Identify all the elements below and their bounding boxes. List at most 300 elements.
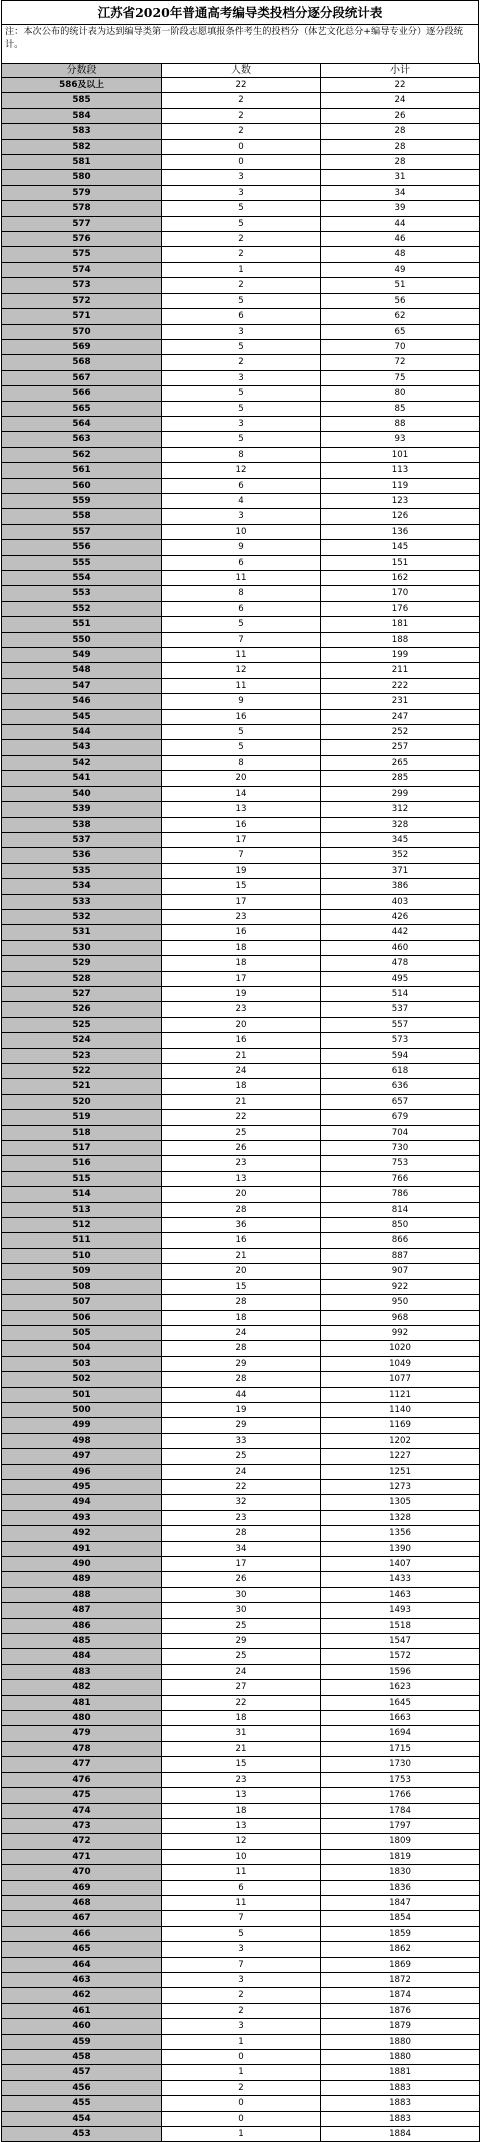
subtotal-cell: 1880 [321, 2034, 480, 2049]
score-cell: 534 [2, 879, 162, 894]
count-cell: 17 [162, 971, 321, 986]
count-cell: 18 [162, 1803, 321, 1818]
count-cell: 4 [162, 493, 321, 508]
subtotal-cell: 386 [321, 879, 480, 894]
count-cell: 0 [162, 155, 321, 170]
subtotal-cell: 252 [321, 725, 480, 740]
subtotal-cell: 1547 [321, 1634, 480, 1649]
count-cell: 13 [162, 1788, 321, 1803]
count-cell: 16 [162, 1233, 321, 1248]
table-row [2, 1418, 480, 1433]
subtotal-cell: 328 [321, 817, 480, 832]
count-cell: 22 [162, 1695, 321, 1710]
score-cell: 529 [2, 956, 162, 971]
subtotal-cell: 211 [321, 663, 480, 678]
score-cell: 530 [2, 940, 162, 955]
count-cell: 5 [162, 401, 321, 416]
table-row [2, 1202, 480, 1217]
count-cell: 20 [162, 771, 321, 786]
table-row [2, 632, 480, 647]
subtotal-cell: 730 [321, 1141, 480, 1156]
subtotal-cell: 181 [321, 617, 480, 632]
subtotal-cell: 1623 [321, 1680, 480, 1695]
count-cell: 32 [162, 1495, 321, 1510]
score-cell: 461 [2, 2003, 162, 2018]
count-cell: 6 [162, 1880, 321, 1895]
count-cell: 2 [162, 93, 321, 108]
count-cell: 25 [162, 1125, 321, 1140]
subtotal-cell: 170 [321, 586, 480, 601]
subtotal-cell: 922 [321, 1279, 480, 1294]
score-cell: 474 [2, 1803, 162, 1818]
count-cell: 2 [162, 108, 321, 123]
subtotal-cell: 478 [321, 956, 480, 971]
subtotal-cell: 1202 [321, 1433, 480, 1448]
table-row [2, 1603, 480, 1618]
score-cell: 462 [2, 1988, 162, 2003]
score-cell: 533 [2, 894, 162, 909]
table-row [2, 139, 480, 154]
score-cell: 575 [2, 247, 162, 262]
table-row [2, 1264, 480, 1279]
table-row [2, 894, 480, 909]
subtotal-cell: 265 [321, 755, 480, 770]
score-cell: 549 [2, 648, 162, 663]
table-row [2, 986, 480, 1001]
table-row [2, 725, 480, 740]
count-cell: 29 [162, 1418, 321, 1433]
count-cell: 7 [162, 632, 321, 647]
score-cell: 483 [2, 1664, 162, 1679]
table-row [2, 1110, 480, 1125]
score-cell: 546 [2, 694, 162, 709]
count-cell: 28 [162, 1526, 321, 1541]
score-cell: 558 [2, 509, 162, 524]
table-row [2, 1649, 480, 1664]
table-row [2, 447, 480, 462]
score-cell: 492 [2, 1526, 162, 1541]
table-row [2, 540, 480, 555]
score-cell: 552 [2, 601, 162, 616]
score-cell: 559 [2, 493, 162, 508]
count-cell: 23 [162, 1772, 321, 1787]
table-row [2, 1711, 480, 1726]
subtotal-cell: 56 [321, 293, 480, 308]
count-cell: 2 [162, 232, 321, 247]
subtotal-cell: 636 [321, 1079, 480, 1094]
score-cell: 579 [2, 185, 162, 200]
subtotal-cell: 968 [321, 1310, 480, 1325]
subtotal-cell: 1883 [321, 2096, 480, 2111]
score-cell: 466 [2, 1926, 162, 1941]
table-row [2, 1849, 480, 1864]
score-cell: 508 [2, 1279, 162, 1294]
table-row [2, 755, 480, 770]
subtotal-cell: 176 [321, 601, 480, 616]
subtotal-cell: 992 [321, 1325, 480, 1340]
subtotal-cell: 1356 [321, 1526, 480, 1541]
subtotal-cell: 1883 [321, 2080, 480, 2095]
score-cell: 480 [2, 1711, 162, 1726]
table-row [2, 848, 480, 863]
table-row [2, 278, 480, 293]
subtotal-cell: 145 [321, 540, 480, 555]
count-cell: 12 [162, 463, 321, 478]
header-row [2, 64, 480, 78]
table-row [2, 309, 480, 324]
score-cell: 494 [2, 1495, 162, 1510]
count-cell: 2 [162, 124, 321, 139]
subtotal-cell: 101 [321, 447, 480, 462]
subtotal-cell: 345 [321, 832, 480, 847]
count-cell: 2 [162, 2080, 321, 2095]
score-cell: 537 [2, 832, 162, 847]
table-row [2, 1341, 480, 1356]
subtotal-cell: 48 [321, 247, 480, 262]
subtotal-cell: 188 [321, 632, 480, 647]
table-row [2, 1772, 480, 1787]
score-cell: 540 [2, 786, 162, 801]
subtotal-cell: 31 [321, 170, 480, 185]
subtotal-cell: 1730 [321, 1757, 480, 1772]
subtotal-cell: 950 [321, 1295, 480, 1310]
table-row [2, 1064, 480, 1079]
subtotal-cell: 136 [321, 524, 480, 539]
score-cell: 506 [2, 1310, 162, 1325]
score-cell: 571 [2, 309, 162, 324]
subtotal-cell: 34 [321, 185, 480, 200]
table-row [2, 1526, 480, 1541]
table-row [2, 925, 480, 940]
table-row [2, 1295, 480, 1310]
table-row [2, 1449, 480, 1464]
table-row [2, 678, 480, 693]
count-cell: 44 [162, 1387, 321, 1402]
table-row [2, 524, 480, 539]
score-cell: 521 [2, 1079, 162, 1094]
score-cell: 542 [2, 755, 162, 770]
score-cell: 495 [2, 1479, 162, 1494]
subtotal-cell: 85 [321, 401, 480, 416]
subtotal-cell: 247 [321, 709, 480, 724]
subtotal-cell: 657 [321, 1094, 480, 1109]
score-cell: 585 [2, 93, 162, 108]
table-row [2, 1187, 480, 1202]
score-cell: 481 [2, 1695, 162, 1710]
score-cell: 498 [2, 1433, 162, 1448]
count-cell: 1 [162, 262, 321, 277]
table-row [2, 2080, 480, 2095]
score-cell: 562 [2, 447, 162, 462]
score-cell: 543 [2, 740, 162, 755]
score-cell: 570 [2, 324, 162, 339]
count-cell: 21 [162, 1248, 321, 1263]
score-cell: 538 [2, 817, 162, 832]
table-row [2, 1788, 480, 1803]
count-cell: 11 [162, 648, 321, 663]
count-cell: 13 [162, 802, 321, 817]
score-cell: 564 [2, 416, 162, 431]
count-cell: 18 [162, 940, 321, 955]
subtotal-cell: 51 [321, 278, 480, 293]
subtotal-cell: 222 [321, 678, 480, 693]
count-cell: 8 [162, 447, 321, 462]
score-cell: 569 [2, 339, 162, 354]
score-cell: 479 [2, 1726, 162, 1741]
table-body [2, 78, 480, 2142]
score-cell: 484 [2, 1649, 162, 1664]
subtotal-cell: 1874 [321, 1988, 480, 2003]
count-cell: 28 [162, 1202, 321, 1217]
score-cell: 568 [2, 355, 162, 370]
table-row [2, 1664, 480, 1679]
score-cell: 485 [2, 1634, 162, 1649]
subtotal-cell: 679 [321, 1110, 480, 1125]
count-cell: 5 [162, 1926, 321, 1941]
table-row [2, 509, 480, 524]
subtotal-cell: 1809 [321, 1834, 480, 1849]
subtotal-cell: 1854 [321, 1911, 480, 1926]
count-cell: 24 [162, 1325, 321, 1340]
subtotal-cell: 299 [321, 786, 480, 801]
count-cell: 17 [162, 894, 321, 909]
subtotal-cell: 26 [321, 108, 480, 123]
table-row [2, 771, 480, 786]
count-cell: 6 [162, 478, 321, 493]
count-cell: 3 [162, 185, 321, 200]
score-cell: 477 [2, 1757, 162, 1772]
subtotal-cell: 1305 [321, 1495, 480, 1510]
subtotal-cell: 371 [321, 863, 480, 878]
table-row [2, 1156, 480, 1171]
count-cell: 11 [162, 678, 321, 693]
score-cell: 468 [2, 1895, 162, 1910]
table-row [2, 1510, 480, 1525]
subtotal-cell: 1847 [321, 1895, 480, 1910]
count-cell: 22 [162, 78, 321, 93]
table-row [2, 185, 480, 200]
table-row [2, 1618, 480, 1633]
subtotal-cell: 1876 [321, 2003, 480, 2018]
score-cell: 459 [2, 2034, 162, 2049]
subtotal-cell: 1518 [321, 1618, 480, 1633]
table-row [2, 740, 480, 755]
count-cell: 16 [162, 709, 321, 724]
subtotal-cell: 1880 [321, 2050, 480, 2065]
subtotal-cell: 907 [321, 1264, 480, 1279]
table-row [2, 493, 480, 508]
count-cell: 28 [162, 1372, 321, 1387]
table-row [2, 694, 480, 709]
count-cell: 19 [162, 863, 321, 878]
table-row [2, 1248, 480, 1263]
count-cell: 13 [162, 1818, 321, 1833]
subtotal-cell: 1872 [321, 1972, 480, 1987]
count-cell: 0 [162, 2111, 321, 2126]
score-cell: 487 [2, 1603, 162, 1618]
table-row [2, 2111, 480, 2126]
score-cell: 457 [2, 2065, 162, 2080]
table-row [2, 1495, 480, 1510]
subtotal-cell: 850 [321, 1218, 480, 1233]
subtotal-cell: 1859 [321, 1926, 480, 1941]
count-cell: 5 [162, 293, 321, 308]
score-cell: 536 [2, 848, 162, 863]
table-row [2, 124, 480, 139]
header-count: 人数 [162, 64, 321, 78]
score-distribution-sheet [1, 0, 479, 2142]
score-cell: 503 [2, 1356, 162, 1371]
subtotal-cell: 1572 [321, 1649, 480, 1664]
table-row [2, 648, 480, 663]
score-cell: 586及以上 [2, 78, 162, 93]
table-row [2, 2096, 480, 2111]
score-cell: 560 [2, 478, 162, 493]
score-cell: 563 [2, 432, 162, 447]
table-row [2, 1957, 480, 1972]
table-row [2, 1834, 480, 1849]
table-row [2, 879, 480, 894]
subtotal-cell: 126 [321, 509, 480, 524]
score-cell: 504 [2, 1341, 162, 1356]
subtotal-cell: 403 [321, 894, 480, 909]
table-row [2, 1002, 480, 1017]
count-cell: 26 [162, 1141, 321, 1156]
score-cell: 581 [2, 155, 162, 170]
score-table [1, 63, 480, 2142]
score-cell: 513 [2, 1202, 162, 1217]
count-cell: 14 [162, 786, 321, 801]
count-cell: 28 [162, 1341, 321, 1356]
count-cell: 25 [162, 1449, 321, 1464]
subtotal-cell: 231 [321, 694, 480, 709]
count-cell: 1 [162, 2034, 321, 2049]
score-cell: 470 [2, 1865, 162, 1880]
subtotal-cell: 1694 [321, 1726, 480, 1741]
table-row [2, 386, 480, 401]
table-row [2, 216, 480, 231]
count-cell: 5 [162, 617, 321, 632]
count-cell: 3 [162, 1972, 321, 1987]
score-cell: 489 [2, 1572, 162, 1587]
subtotal-cell: 80 [321, 386, 480, 401]
subtotal-cell: 557 [321, 1017, 480, 1032]
table-row [2, 1572, 480, 1587]
count-cell: 2 [162, 247, 321, 262]
score-cell: 456 [2, 2080, 162, 2095]
score-cell: 458 [2, 2050, 162, 2065]
score-cell: 497 [2, 1449, 162, 1464]
count-cell: 29 [162, 1356, 321, 1371]
score-cell: 510 [2, 1248, 162, 1263]
count-cell: 5 [162, 386, 321, 401]
score-cell: 577 [2, 216, 162, 231]
subtotal-cell: 49 [321, 262, 480, 277]
table-row [2, 355, 480, 370]
subtotal-cell: 65 [321, 324, 480, 339]
score-cell: 554 [2, 571, 162, 586]
score-cell: 576 [2, 232, 162, 247]
table-row [2, 1865, 480, 1880]
score-cell: 525 [2, 1017, 162, 1032]
count-cell: 5 [162, 725, 321, 740]
table-row [2, 1464, 480, 1479]
table-row [2, 416, 480, 431]
table-row [2, 1233, 480, 1248]
score-cell: 561 [2, 463, 162, 478]
count-cell: 18 [162, 1711, 321, 1726]
subtotal-cell: 162 [321, 571, 480, 586]
count-cell: 9 [162, 540, 321, 555]
table-row [2, 370, 480, 385]
table-row [2, 247, 480, 262]
table-row [2, 832, 480, 847]
score-cell: 455 [2, 2096, 162, 2111]
table-row [2, 1895, 480, 1910]
count-cell: 2 [162, 2003, 321, 2018]
subtotal-cell: 1663 [321, 1711, 480, 1726]
score-cell: 527 [2, 986, 162, 1001]
score-cell: 556 [2, 540, 162, 555]
table-row [2, 1757, 480, 1772]
subtotal-cell: 1121 [321, 1387, 480, 1402]
table-row [2, 1911, 480, 1926]
subtotal-cell: 1797 [321, 1818, 480, 1833]
table-row [2, 1094, 480, 1109]
subtotal-cell: 537 [321, 1002, 480, 1017]
subtotal-cell: 753 [321, 1156, 480, 1171]
subtotal-cell: 1251 [321, 1464, 480, 1479]
table-row [2, 108, 480, 123]
subtotal-cell: 285 [321, 771, 480, 786]
table-row [2, 293, 480, 308]
header-score-segment: 分数段 [2, 64, 162, 78]
count-cell: 36 [162, 1218, 321, 1233]
score-cell: 499 [2, 1418, 162, 1433]
table-row [2, 1680, 480, 1695]
table-row [2, 432, 480, 447]
table-row [2, 1557, 480, 1572]
table-row [2, 1942, 480, 1957]
score-cell: 464 [2, 1957, 162, 1972]
count-cell: 27 [162, 1680, 321, 1695]
count-cell: 11 [162, 571, 321, 586]
subtotal-cell: 442 [321, 925, 480, 940]
table-row [2, 401, 480, 416]
score-cell: 572 [2, 293, 162, 308]
subtotal-cell: 573 [321, 1033, 480, 1048]
table-row [2, 1372, 480, 1387]
table-row [2, 1741, 480, 1756]
subtotal-cell: 1645 [321, 1695, 480, 1710]
table-row [2, 1479, 480, 1494]
score-cell: 469 [2, 1880, 162, 1895]
table-row [2, 1541, 480, 1556]
count-cell: 23 [162, 909, 321, 924]
score-cell: 541 [2, 771, 162, 786]
score-cell: 465 [2, 1942, 162, 1957]
subtotal-cell: 1020 [321, 1341, 480, 1356]
count-cell: 6 [162, 601, 321, 616]
count-cell: 0 [162, 2050, 321, 2065]
table-row [2, 1695, 480, 1710]
score-cell: 520 [2, 1094, 162, 1109]
count-cell: 3 [162, 416, 321, 431]
subtotal-cell: 426 [321, 909, 480, 924]
table-row [2, 940, 480, 955]
score-cell: 551 [2, 617, 162, 632]
subtotal-cell: 119 [321, 478, 480, 493]
